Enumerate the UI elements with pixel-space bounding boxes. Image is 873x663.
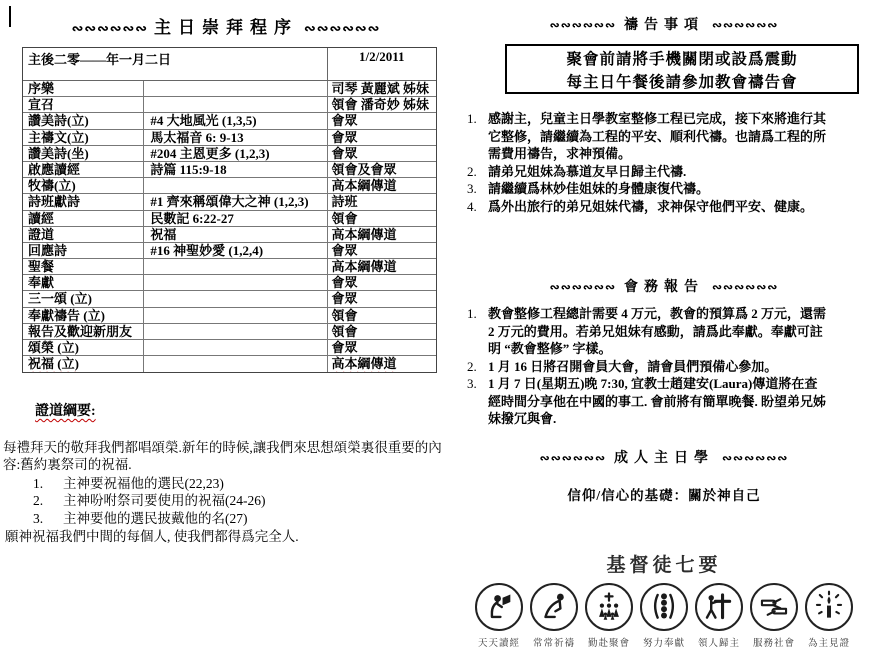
service-item-cell: 序樂 (28, 81, 55, 96)
service-detail-cell: #1 齊來稱頌偉大之神 (1,2,3) (143, 194, 326, 209)
prayer-item (467, 198, 827, 216)
table-row (23, 243, 436, 259)
table-row (23, 162, 436, 178)
report-list (467, 305, 827, 428)
service-detail-cell: #4 大地風光 (1,3,5) (143, 113, 326, 128)
report-item (467, 305, 827, 358)
prayer-item-number: 4. (467, 198, 477, 214)
service-leader-cell: 會眾 (327, 275, 436, 290)
report-section-title (455, 276, 873, 296)
sunday-school-title (455, 447, 873, 467)
service-item-cell: 讚美詩(立) (28, 113, 89, 129)
service-leader-cell: 會眾 (327, 291, 436, 306)
service-item-cell: 回應詩 (28, 242, 68, 258)
service-order-table (22, 47, 437, 373)
service-detail-cell: 詩篇 115:9-18 (143, 162, 326, 177)
offering-fish-icon (640, 583, 688, 631)
service-leader-cell: 會眾 (327, 130, 436, 145)
seven-item-assembly (583, 583, 635, 649)
outline-point-number: 2. (33, 493, 44, 508)
outline-point-number: 3. (33, 510, 44, 526)
ornament-left: ∾∾∾∾∾∾ (539, 451, 606, 465)
service-detail-cell: 祝福 (143, 227, 326, 242)
service-item-cell: 三一頌 (立) (28, 291, 92, 307)
service-item-cell: 詩班獻詩 (28, 194, 81, 210)
seven-item-lead (693, 583, 745, 649)
service-leader-cell: 領會 (327, 324, 436, 339)
report-item-text: 教會整修工程總計需要 4 万元，教會的預算爲 2 万元，還需 2 万元的費用。若弟兄姐妹有感動，請爲此奉獻。奉獻可註明 “教會整修” 字樣。 (488, 306, 827, 356)
outline-point (33, 475, 447, 493)
prayer-item-number: 3. (467, 181, 477, 196)
service-detail-cell (143, 308, 326, 323)
service-order-title (0, 13, 452, 38)
service-leader-cell: 高本綱傳道 (327, 356, 436, 372)
report-item-text: 1 月 7 日(星期五)晚 7:30, 宜教士趙建安(Laura)傳道將在查經時間分享他在中國的事工. 會前將有簡單晚餐. 盼望弟兄姊妹撥冗與會. (488, 376, 827, 426)
report-item-number: 2. (467, 358, 477, 374)
table-row (23, 340, 436, 356)
right-page (455, 0, 873, 663)
table-row (23, 211, 436, 227)
table-row (23, 227, 436, 243)
table-row (23, 291, 436, 307)
table-row (23, 194, 436, 210)
outline-point (33, 492, 447, 510)
page-title: 主日崇拜程序 (154, 18, 298, 37)
seven-item-witness (803, 583, 855, 649)
seven-label: 領人歸主 (697, 638, 740, 649)
service-detail-cell (143, 275, 326, 290)
sermon-outline (5, 402, 447, 546)
service-detail-cell: 民數記 6:22-27 (143, 211, 326, 226)
outline-point (33, 510, 447, 528)
service-item-cell: 報告及歡迎新朋友 (28, 323, 133, 339)
table-row (23, 97, 436, 113)
notice-box (505, 44, 859, 94)
serving-hands-icon (750, 583, 798, 631)
section-title: 成人主日學 (614, 451, 714, 466)
service-detail-cell (143, 81, 326, 96)
seven-label: 努力奉獻 (642, 638, 685, 649)
prayer-list (467, 110, 827, 215)
notice-line-2: 每主日午餐後請參加教會禱告會 (566, 74, 798, 91)
service-item-cell: 啟應讀經 (28, 161, 81, 177)
date-chinese: 主後二零——年一月二日 (28, 52, 172, 67)
sunday-school-topic: 信仰/信心的基礎：關於神自己 (567, 488, 761, 503)
service-detail-cell (143, 356, 326, 372)
table-row (23, 130, 436, 146)
service-item-cell: 主禱文(立) (28, 129, 89, 145)
sermon-outline-closing: 願神祝福我們中間的每個人, 使我們都得爲完全人. (5, 529, 299, 544)
service-leader-cell: 領會及會眾 (327, 162, 436, 177)
prayer-section-title (455, 14, 873, 34)
service-leader-cell: 會眾 (327, 243, 436, 258)
seven-label: 服務社會 (752, 638, 795, 649)
table-row (23, 146, 436, 162)
service-leader-cell: 會眾 (327, 146, 436, 161)
outline-point-text: 主神要他的選民披戴他的名(27) (63, 510, 248, 526)
table-body (23, 81, 436, 372)
outline-point-text: 主神吩咐祭司要使用的祝福(24-26) (63, 493, 266, 508)
candle-icon (805, 583, 853, 631)
service-item-cell: 奉獻禱告 (立) (28, 307, 105, 323)
service-item-cell: 祝福 (立) (28, 356, 79, 372)
date-numeric: 1/2/2011 (327, 48, 436, 80)
service-detail-cell (143, 178, 326, 193)
service-detail-cell (143, 97, 326, 112)
prayer-item-number: 2. (467, 163, 477, 179)
seven-label: 勤赴聚會 (587, 638, 630, 649)
report-item-number: 3. (467, 376, 477, 391)
prayer-item (467, 180, 827, 198)
service-detail-cell: #204 主恩更多 (1,2,3) (143, 146, 326, 161)
section-title: 會務報告 (624, 280, 704, 295)
service-detail-cell (143, 324, 326, 339)
report-item-text: 1 月 16 日將召開會員大會，請會員們預備心參加。 (488, 358, 778, 374)
table-row (23, 275, 436, 291)
seven-label: 常常祈禱 (532, 638, 575, 649)
table-row (23, 113, 436, 129)
table-row (23, 356, 436, 372)
service-detail-cell (143, 259, 326, 274)
seven-essentials-title: 基督徒七要 (606, 555, 722, 576)
prayer-item-text: 請弟兄姐妹為慕道友早日歸主代禱. (488, 163, 687, 179)
service-detail-cell: 馬太福音 6: 9-13 (143, 130, 326, 145)
service-leader-cell: 會眾 (327, 340, 436, 355)
sermon-outline-heading: 證道綱要: (35, 404, 96, 419)
prayer-item-text: 請繼續爲林妙佳姐妹的身體康復代禱。 (488, 181, 710, 196)
table-header-row (23, 48, 436, 81)
service-item-cell: 牧禱(立) (28, 178, 76, 194)
seven-label: 為主見證 (807, 638, 850, 649)
service-leader-cell: 領會 (327, 308, 436, 323)
ornament-left: ∾∾∾∾∾∾ (71, 22, 148, 37)
prayer-item-text: 感謝主，兒童主日學教室整修工程已完成，接下來將進行其它整修，請繼續為工程的平安、順利代禱。也請爲工程的所需費用禱告，求神預備。 (488, 111, 827, 161)
service-item-cell: 證道 (28, 226, 55, 242)
ornament-right: ∾∾∾∾∾∾ (712, 280, 779, 294)
sermon-outline-intro: 每禮拜天的敬拜我們都唱頌榮.新年的時候,讓我們來思想頌榮裏很重要的內容:舊約裏祭司的祝福. (3, 439, 442, 472)
report-item (467, 358, 827, 376)
service-leader-cell: 高本綱傳道 (327, 178, 436, 193)
service-item-cell: 奉獻 (28, 275, 55, 291)
ornament-right: ∾∾∾∾∾∾ (722, 451, 789, 465)
prayer-item (467, 163, 827, 181)
pray-icon (530, 583, 578, 631)
service-leader-cell: 司琴 黃麗斌 姊妹 (327, 81, 436, 96)
outline-point-text: 主神要祝福他的選民(22,23) (63, 475, 224, 491)
section-title: 禱告事項 (624, 18, 704, 33)
prayer-item (467, 110, 827, 163)
seven-item-read (473, 583, 525, 649)
service-detail-cell (143, 340, 326, 355)
ornament-left: ∾∾∾∾∾∾ (549, 18, 616, 32)
service-detail-cell (143, 291, 326, 306)
seven-item-pray (528, 583, 580, 649)
notice-line-1: 聚會前請將手機關閉或設爲震動 (566, 51, 798, 68)
service-leader-cell: 會眾 (327, 113, 436, 128)
table-row (23, 308, 436, 324)
service-item-cell: 讀經 (28, 210, 55, 226)
service-leader-cell: 詩班 (327, 194, 436, 209)
service-item-cell: 讚美詩(坐) (28, 145, 89, 161)
service-item-cell: 宣召 (28, 97, 55, 113)
service-detail-cell: #16 神聖妙愛 (1,2,4) (143, 243, 326, 258)
report-item-number: 1. (467, 306, 477, 321)
seven-label: 天天讀經 (477, 638, 520, 649)
ornament-left: ∾∾∾∾∾∾ (549, 280, 616, 294)
service-leader-cell: 領會 潘奇妙 姊妹 (327, 97, 436, 112)
prayer-item-text: 爲外出旅行的弟兄姐妹代禱，求神保守他們平安、健康。 (488, 198, 814, 214)
service-leader-cell: 領會 (327, 211, 436, 226)
service-leader-cell: 高本綱傳道 (327, 259, 436, 274)
prayer-item-number: 1. (467, 111, 477, 126)
table-row (23, 324, 436, 340)
sermon-outline-list (33, 475, 447, 528)
christian-seven-essentials (469, 550, 859, 649)
seven-icons-row (469, 583, 859, 649)
ornament-right: ∾∾∾∾∾∾ (304, 22, 381, 37)
read-bible-icon (475, 583, 523, 631)
outline-point-number: 1. (33, 475, 44, 491)
seven-item-offering (638, 583, 690, 649)
ornament-right: ∾∾∾∾∾∾ (712, 18, 779, 32)
lead-to-cross-icon (695, 583, 743, 631)
table-row (23, 259, 436, 275)
assembly-icon (585, 583, 633, 631)
service-item-cell: 聖餐 (28, 259, 55, 275)
seven-item-serve (748, 583, 800, 649)
report-item (467, 375, 827, 428)
service-item-cell: 頌榮 (立) (28, 340, 79, 355)
service-leader-cell: 高本綱傳道 (327, 227, 436, 242)
table-row (23, 81, 436, 97)
table-row (23, 178, 436, 194)
